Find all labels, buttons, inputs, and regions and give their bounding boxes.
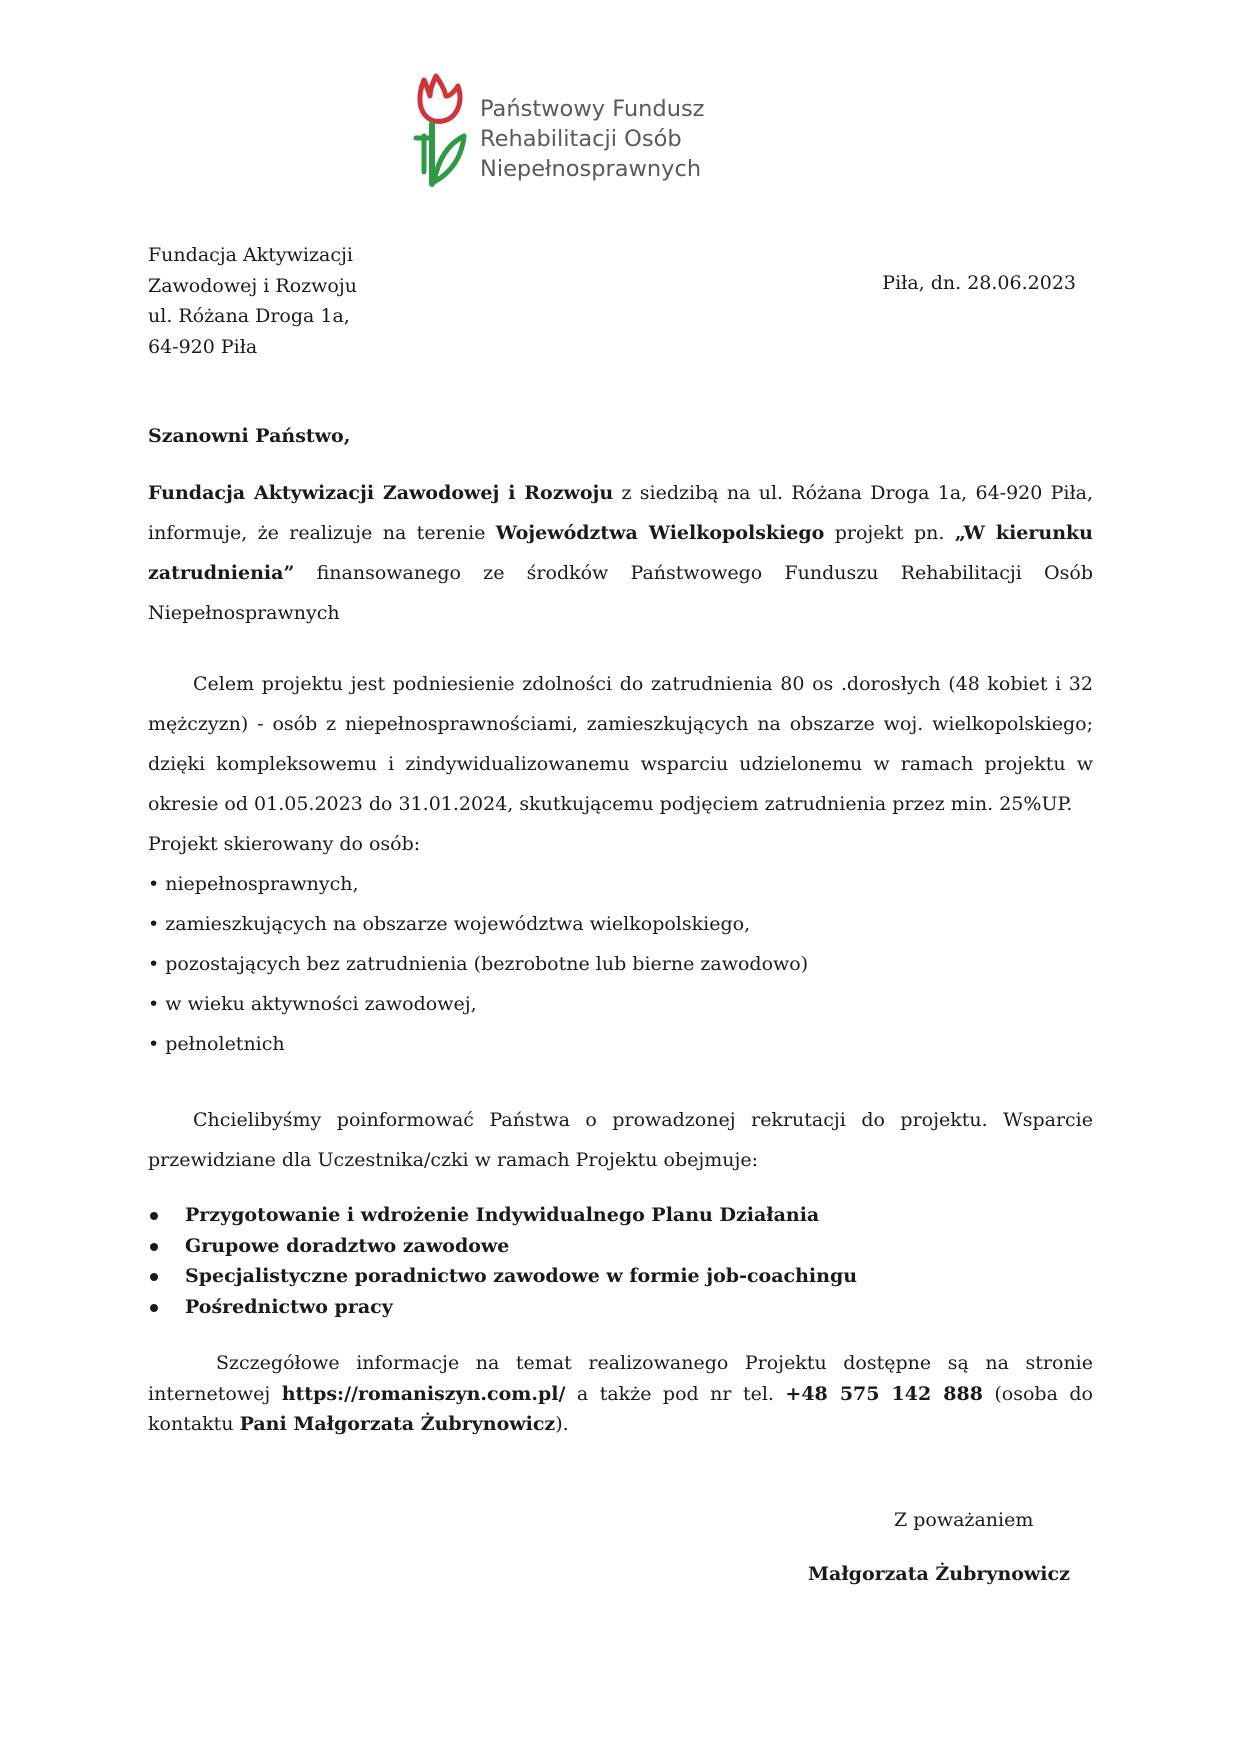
logo-line: Rehabilitacji Osób xyxy=(480,126,682,152)
signature-name: Małgorzata Żubrynowicz xyxy=(808,1563,1070,1585)
logo-wordmark xyxy=(480,94,705,184)
pfron-logo xyxy=(410,72,720,192)
list-item: • pełnoletnich xyxy=(148,1033,285,1055)
list-item-text: Grupowe doradztwo zawodowe xyxy=(185,1234,510,1257)
list-item-text: Pośrednictwo pracy xyxy=(185,1295,393,1318)
sender-address xyxy=(148,240,357,362)
sender-line: ul. Różana Droga 1a, xyxy=(148,305,350,327)
tulip-icon xyxy=(410,72,470,192)
greeting: Szanowni Państwo, xyxy=(148,425,351,447)
bullet-icon xyxy=(150,1212,158,1220)
text: z siedzibą na ul. Różana Droga 1a, 64-920 Piła, informuje, że realizuje na terenie xyxy=(148,482,1093,544)
list-item: • pozostających bez zatrudnienia (bezrobotne lub bierne zawodowo) xyxy=(148,953,809,975)
list-item-text: Specjalistyczne poradnictwo zawodowe w formie job-coachingu xyxy=(185,1265,858,1287)
support-list xyxy=(148,1200,857,1322)
sender-line: Fundacja Aktywizacji xyxy=(148,244,353,266)
closing-phrase: Z poważaniem xyxy=(894,1509,1034,1531)
list-item xyxy=(148,1292,857,1323)
letter-date: Piła, dn. 28.06.2023 xyxy=(882,272,1076,294)
text: a także pod nr tel. xyxy=(565,1382,786,1405)
text: Szczegółowe informacje na temat realizowanego Projektu dostępne są na stronie internetowej xyxy=(148,1352,1093,1405)
target-heading: Projekt skierowany do osób: xyxy=(148,833,421,855)
list-item xyxy=(148,1200,857,1231)
region-name: Województwa Wielkopolskiego xyxy=(495,522,825,544)
list-item-text: Przygotowanie i wdrożenie Indywidualnego Planu Działania xyxy=(185,1204,820,1226)
contact-paragraph xyxy=(148,1348,1093,1440)
text: ). xyxy=(555,1413,569,1435)
list-item xyxy=(148,1231,857,1262)
list-item: • zamieszkujących na obszarze województwa wielkopolskiego, xyxy=(148,913,751,935)
list-item xyxy=(148,1261,857,1292)
list-item: • niepełnosprawnych, xyxy=(148,873,359,895)
sender-line: Zawodowej i Rozwoju xyxy=(148,274,357,297)
recruitment-text: Chcielibyśmy poinformować Państwa o prowadzonej rekrutacji do projektu. Wsparcie przewidziane dla Uczestnika/czki w ramach Projektu obejmuje: xyxy=(148,1109,1093,1171)
text: projekt pn. xyxy=(824,522,955,544)
logo-line: Państwowy Fundusz xyxy=(480,96,705,122)
goal-text: Celem projektu jest podniesienie zdolności do zatrudnienia 80 os .dorosłych (48 kobiet i 32 mężczyzn) - osób z niepełnosprawnościami, zamieszkujących na obszarze woj. wielkopolskiego; dzięki kompleksowemu i zindywidualizowanemu wsparciu udzielonemu w ramach projektu w okresie od 01.05.2023 do 31.01.2024, skutkującemu podjęciem zatrudnienia przez min. 25%UP. xyxy=(148,673,1093,815)
recruitment-paragraph xyxy=(148,1100,1093,1180)
bullet-icon xyxy=(150,1273,158,1281)
bullet-icon xyxy=(150,1304,158,1312)
contact-person: Pani Małgorzata Żubrynowicz xyxy=(239,1413,556,1435)
text: (osoba do kontaktu xyxy=(148,1382,1094,1435)
intro-paragraph xyxy=(148,473,1093,633)
logo-line: Niepełnosprawnych xyxy=(480,156,702,182)
list-item: • w wieku aktywności zawodowej, xyxy=(148,993,477,1015)
org-name: Fundacja Aktywizacji Zawodowej i Rozwoju xyxy=(148,482,614,504)
goal-paragraph xyxy=(148,664,1093,1064)
bullet-icon xyxy=(150,1243,158,1251)
text: finansowanego ze środków Państwowego Funduszu Rehabilitacji Osób Niepełnosprawnych xyxy=(148,562,1093,624)
phone-number: +48 575 142 888 xyxy=(785,1382,983,1405)
website-link[interactable]: https://romaniszyn.com.pl/ xyxy=(281,1382,566,1405)
project-name: „W kierunku zatrudnienia” xyxy=(148,522,1093,584)
sender-line: 64-920 Piła xyxy=(148,335,258,358)
